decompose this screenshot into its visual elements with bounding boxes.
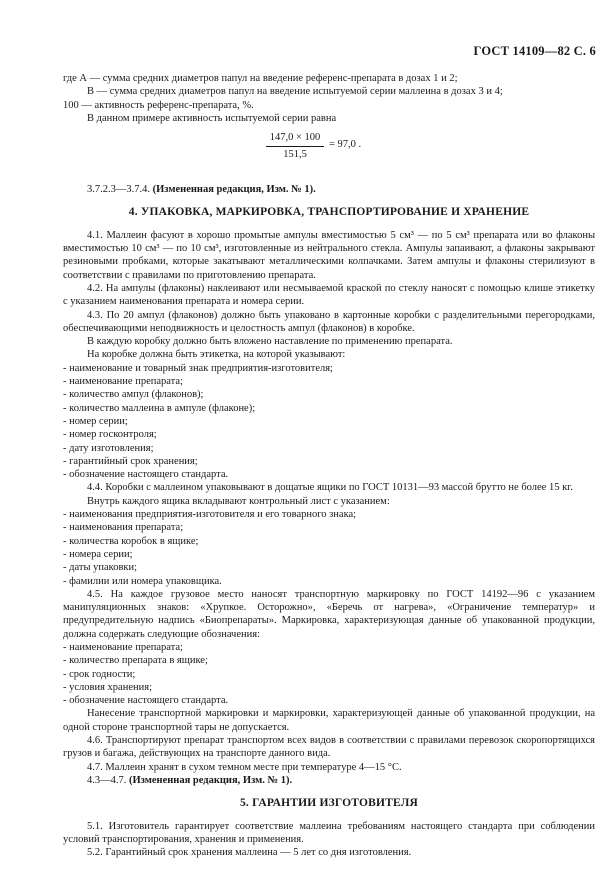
para-4-4b: Внутрь каждого ящика вкладывают контрольный лист с указанием: xyxy=(87,495,390,507)
formula-numerator: 147,0 × 100 xyxy=(266,131,324,147)
para-4-6: 4.6. Транспортируют препарат транспортом всех видов в соответствии с правилами перевозок скоропортящихся грузов и багажа, действующих на транспорте данного вида. xyxy=(63,735,595,760)
list-item: - количества коробок в ящике; xyxy=(63,535,595,548)
list-item: - номер серии; xyxy=(63,415,595,428)
para-5-1: 5.1. Изготовитель гарантирует соответствие маллеина требованиям настоящего стандарта при соблюдении условий транспортирования, хранения и применения. xyxy=(63,820,595,845)
list-item: - условия хранения; xyxy=(63,681,595,694)
list-item: - обозначение настоящего стандарта. xyxy=(63,468,595,481)
para-4-3b: В каждую коробку должно быть вложено наставление по применению препарата. xyxy=(87,336,453,348)
page-content xyxy=(63,72,595,859)
amendment-text: (Измененная редакция, Изм. № 1). xyxy=(152,184,316,196)
control-sheet-list xyxy=(63,508,595,588)
list-item: - дату изготовления; xyxy=(63,442,595,455)
amendment-ref: 3.7.2.3—3.7.4. xyxy=(87,184,150,196)
list-item: - номер госконтроля; xyxy=(63,428,595,441)
list-item: - номера серии; xyxy=(63,548,595,561)
list-item: - количество маллеина в ампуле (флаконе); xyxy=(63,402,595,415)
para-4-7: 4.7. Маллеин хранят в сухом темном месте при температуре 4—15 °С. xyxy=(87,761,402,773)
list-item: - наименование и товарный знак предприятия-изготовителя; xyxy=(63,362,595,375)
list-item: - гарантийный срок хранения; xyxy=(63,455,595,468)
list-item: - наименование препарата; xyxy=(63,641,595,654)
list-item: - наименования предприятия-изготовителя и его товарного знака; xyxy=(63,508,595,521)
list-item: - даты упаковки; xyxy=(63,561,595,574)
section-4-title: 4. УПАКОВКА, МАРКИРОВКА, ТРАНСПОРТИРОВАНИЕ И ХРАНЕНИЕ xyxy=(128,206,530,219)
para-4-5: 4.5. На каждое грузовое место наносят транспортную маркировку по ГОСТ 14192—96 с указанием манипуляционных знаков: «Хрупкое. Осторожно», «Беречь от нагрева», «Ограничение температур» и предупредительную надпись «Биопрепараты». Маркировка, характеризующая данные об упакованной продукции, должна содержать следующие обозначения: xyxy=(63,588,595,640)
formula-denominator: 151,5 xyxy=(283,149,307,161)
marking-list xyxy=(63,641,595,707)
amendment-text: (Измененная редакция, Изм. № 1). xyxy=(129,774,293,786)
para-4-5b: Нанесение транспортной маркировки и маркировки, характеризующей данные об упакованной продукции, на одной стороне транспортной тары не допускается. xyxy=(63,708,595,733)
legend-100: 100 — активность референс-препарата, %. xyxy=(63,99,254,111)
list-item: - количество ампул (флаконов); xyxy=(63,388,595,401)
list-item: - количество препарата в ящике; xyxy=(63,654,595,667)
amendment-note-3 xyxy=(63,183,595,196)
legend-a: где А — сумма средних диаметров папул на введение референс-препарата в дозах 1 и 2; xyxy=(63,73,458,84)
list-item: - наименование препарата; xyxy=(63,375,595,388)
formula-fraction xyxy=(266,131,324,162)
para-4-2: 4.2. На ампулы (флаконы) наклеивают или несмываемой краской по стеклу наносят с помощью клише этикетку с указанием наименования препарата и номера серии. xyxy=(63,282,595,308)
example-line: В данном примере активность испытуемой серии равна xyxy=(87,112,337,124)
amendment-note-4 xyxy=(63,774,595,787)
formula-result: = 97,0 . xyxy=(329,139,362,151)
amendment-ref: 4.3—4.7. xyxy=(87,774,127,786)
page-header: ГОСТ 14109—82 С. 6 xyxy=(473,44,596,58)
para-5-2: 5.2. Гарантийный срок хранения маллеина — 5 лет со дня изготовления. xyxy=(87,847,412,859)
list-item: - обозначение настоящего стандарта. xyxy=(63,694,595,707)
list-item: - фамилии или номера упаковщика. xyxy=(63,575,595,588)
section-5-title: 5. ГАРАНТИИ ИЗГОТОВИТЕЛЯ xyxy=(239,797,419,810)
formula xyxy=(63,129,595,177)
para-4-3: 4.3. По 20 ампул (флаконов) должно быть упаковано в картонные коробки с разделительными перегородками, обеспечивающими неподвижность и целостность ампул (флаконов) в коробке. xyxy=(63,309,595,334)
legend-b: В — сумма средних диаметров папул на введение испытуемой серии маллеина в дозах 3 и 4; xyxy=(87,86,503,98)
label-list xyxy=(63,362,595,482)
para-4-1: 4.1. Маллеин фасуют в хорошо промытые ампулы вместимостью 5 см³ — по 5 см³ препарата или во флаконы вместимостью 10 см³ — по 10 см³, изготовленные из нейтрального стекла. Ампулы запаивают, а флаконы закрывают резиновыми пробками, которые закатывают металлическими колпачками. Затем ампулы и флаконы стерилизуют в соответствии с правилами по приготовлению препарата. xyxy=(63,229,595,281)
list-item: - наименования препарата; xyxy=(63,521,595,534)
list-item: - срок годности; xyxy=(63,668,595,681)
para-4-4: 4.4. Коробки с маллеином упаковывают в дощатые ящики по ГОСТ 10131—93 массой брутто не более 15 кг. xyxy=(87,482,573,494)
para-4-3c: На коробке должна быть этикетка, на которой указывают: xyxy=(87,349,346,361)
